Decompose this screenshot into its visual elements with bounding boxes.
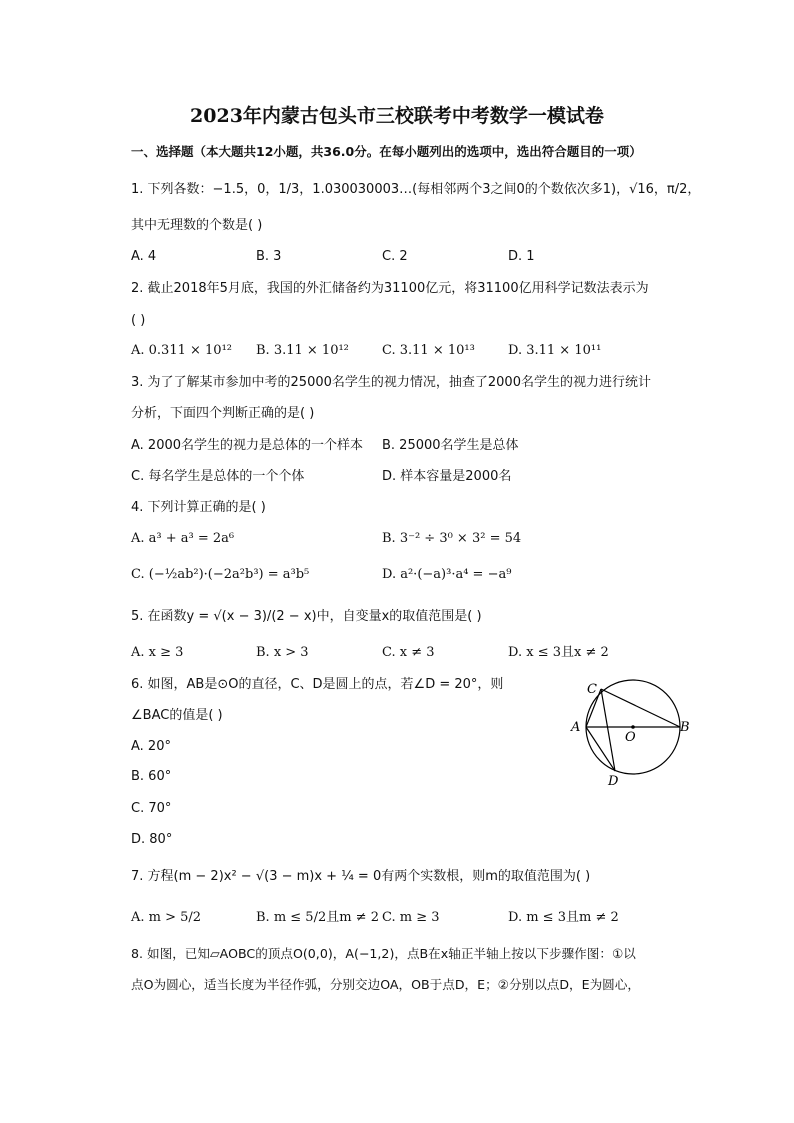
question-3-text-cont: 分析，下面四个判断正确的是( ) bbox=[131, 406, 315, 421]
question-2-option-d: D. 3.11 × 10¹¹ bbox=[508, 343, 602, 358]
question-2-text: 2. 截止2018年5月底，我国的外汇储备约为31100亿元，将31100亿用科学记数法表示为 bbox=[131, 281, 649, 296]
question-5-option-b: B. x > 3 bbox=[256, 645, 309, 660]
question-1-option-d: D. 1 bbox=[508, 249, 535, 264]
question-7-option-a: A. m > 5/2 bbox=[131, 910, 202, 925]
question-2-option-c: C. 3.11 × 10¹³ bbox=[382, 343, 475, 358]
question-4-option-a: A. a³ + a³ = 2a⁶ bbox=[131, 531, 235, 546]
question-6-text: 6. 如图，AB是⊙O的直径，C、D是圆上的点，若∠D = 20°，则 bbox=[131, 677, 504, 692]
label-o: O bbox=[625, 730, 636, 745]
question-1-option-c: C. 2 bbox=[382, 249, 408, 264]
question-4-text: 4. 下列计算正确的是( ) bbox=[131, 500, 266, 515]
question-6-option-d: D. 80° bbox=[131, 832, 173, 847]
question-4-option-c: C. (−½ab²)·(−2a²b³) = a³b⁵ bbox=[131, 567, 310, 582]
question-5-text: 5. 在函数y = √(x − 3)/(2 − x)中，自变量x的取值范围是( ) bbox=[131, 609, 482, 624]
chord-cd bbox=[601, 689, 615, 771]
question-2-text-cont: ( ) bbox=[131, 313, 146, 328]
label-b: B bbox=[680, 720, 690, 735]
question-8-text-cont: 点O为圆心，适当长度为半径作弧，分别交边OA，OB于点D，E；②分别以点D，E为圆心， bbox=[131, 977, 640, 992]
question-6-option-b: B. 60° bbox=[131, 769, 172, 784]
question-7-option-c: C. m ≥ 3 bbox=[382, 910, 440, 925]
page-title: 2023年内蒙古包头市三校联考中考数学一模试卷 bbox=[190, 105, 604, 127]
question-7-option-b: B. m ≤ 5/2且m ≠ 2 bbox=[256, 910, 379, 925]
question-3-option-a: A. 2000名学生的视力是总体的一个样本 bbox=[131, 438, 364, 453]
question-7-text: 7. 方程(m − 2)x² − √(3 − m)x + ¼ = 0有两个实数根，则m的取值范围为( ) bbox=[131, 869, 591, 884]
question-7-option-d: D. m ≤ 3且m ≠ 2 bbox=[508, 910, 619, 925]
question-3-text: 3. 为了了解某市参加中考的25000名学生的视力情况，抽查了2000名学生的视力进行统计 bbox=[131, 375, 651, 390]
question-3-option-b: B. 25000名学生是总体 bbox=[382, 438, 519, 453]
question-2-option-a: A. 0.311 × 10¹² bbox=[131, 343, 232, 358]
question-8-text: 8. 如图，已知▱AOBC的顶点O(0,0)，A(−1,2)，点B在x轴正半轴上按以下步骤作图：①以 bbox=[131, 946, 636, 961]
question-3-option-c: C. 每名学生是总体的一个个体 bbox=[131, 469, 305, 484]
question-6-option-c: C. 70° bbox=[131, 801, 172, 816]
question-6-option-a: A. 20° bbox=[131, 739, 171, 754]
label-d: D bbox=[608, 774, 619, 789]
section-heading: 一、选择题（本大题共12小题，共36.0分。在每小题列出的选项中，选出符合题目的一项） bbox=[131, 144, 642, 159]
label-a: A bbox=[571, 720, 581, 735]
question-4-option-b: B. 3⁻² ÷ 3⁰ × 3² = 54 bbox=[382, 531, 522, 546]
question-5-option-d: D. x ≤ 3且x ≠ 2 bbox=[508, 645, 609, 660]
question-1-text: 1. 下列各数：−1.5，0，1/3，1.030030003…(每相邻两个3之间0的个数依次多1)，√16，π/2， bbox=[131, 182, 701, 197]
question-4-option-d: D. a²·(−a)³·a⁴ = −a⁹ bbox=[382, 567, 512, 582]
question-2-option-b: B. 3.11 × 10¹² bbox=[256, 343, 349, 358]
chord-cb bbox=[601, 689, 680, 727]
circle-geometry-figure bbox=[565, 675, 695, 790]
question-5-option-a: A. x ≥ 3 bbox=[131, 645, 184, 660]
question-1-option-b: B. 3 bbox=[256, 249, 282, 264]
label-c: C bbox=[587, 682, 597, 697]
question-5-option-c: C. x ≠ 3 bbox=[382, 645, 435, 660]
question-6-text-cont: ∠BAC的值是( ) bbox=[131, 708, 223, 723]
question-3-option-d: D. 样本容量是2000名 bbox=[382, 469, 512, 484]
question-1-text-cont: 其中无理数的个数是( ) bbox=[131, 218, 263, 233]
question-1-option-a: A. 4 bbox=[131, 249, 157, 264]
center-point bbox=[631, 725, 635, 729]
